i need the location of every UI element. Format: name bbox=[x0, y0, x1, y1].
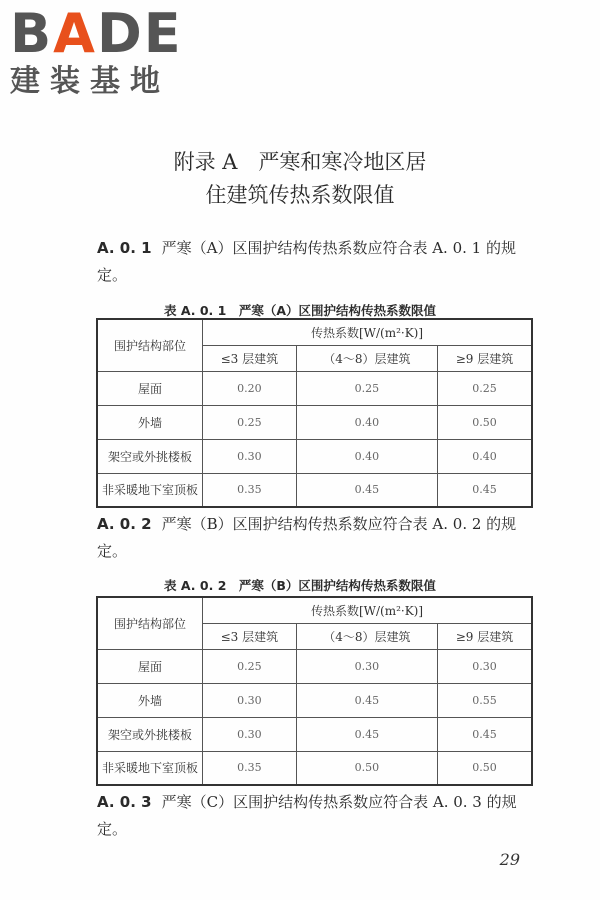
column-header: ≥9 层建筑 bbox=[438, 345, 533, 371]
appendix-title-line1: 附录 A 严寒和寒冷地区居 bbox=[173, 150, 427, 174]
table-row bbox=[97, 649, 532, 683]
section-number: A. 0. 2 bbox=[97, 515, 152, 533]
logo-subtitle: 建装基地 bbox=[10, 64, 170, 99]
brand-logo bbox=[10, 2, 183, 99]
section-a03-text bbox=[97, 789, 537, 843]
row-label: 屋面 bbox=[97, 649, 203, 683]
row-header: 围护结构部位 bbox=[97, 319, 203, 371]
table-row bbox=[97, 683, 532, 717]
group-header: 传热系数[W/(m²·K)] bbox=[203, 597, 533, 623]
table-cell: 0.40 bbox=[296, 405, 437, 439]
column-header: ≤3 层建筑 bbox=[203, 623, 297, 649]
table-cell: 0.30 bbox=[296, 649, 437, 683]
table-cell: 0.45 bbox=[438, 717, 533, 751]
table-cell: 0.45 bbox=[296, 717, 437, 751]
table-cell: 0.25 bbox=[296, 371, 437, 405]
section-number: A. 0. 3 bbox=[97, 793, 152, 811]
section-body: 严寒（C）区围护结构传热系数应符合表 A. 0. 3 的规定。 bbox=[97, 793, 517, 838]
table-cell: 0.30 bbox=[203, 439, 297, 473]
row-label: 外墙 bbox=[97, 405, 203, 439]
table-cell: 0.50 bbox=[438, 405, 533, 439]
table-cell: 0.55 bbox=[438, 683, 533, 717]
column-header: （4～8）层建筑 bbox=[296, 345, 437, 371]
table-caption: 表 A. 0. 2 严寒（B）区围护结构传热系数限值 bbox=[164, 578, 436, 593]
table-cell: 0.35 bbox=[203, 473, 297, 507]
table-cell: 0.45 bbox=[438, 473, 533, 507]
table-cell: 0.45 bbox=[296, 683, 437, 717]
table-row bbox=[97, 473, 532, 507]
coefficient-table-a01 bbox=[96, 318, 533, 508]
table-row bbox=[97, 371, 532, 405]
table-cell: 0.50 bbox=[438, 751, 533, 785]
appendix-title-line2: 住建筑传热系数限值 bbox=[205, 183, 395, 207]
row-label: 架空或外挑楼板 bbox=[97, 439, 203, 473]
coefficient-table-a02 bbox=[96, 596, 533, 786]
table-cell: 0.25 bbox=[203, 649, 297, 683]
row-label: 非采暖地下室顶板 bbox=[97, 473, 203, 507]
section-number: A. 0. 1 bbox=[97, 239, 152, 257]
row-header: 围护结构部位 bbox=[97, 597, 203, 649]
table-cell: 0.45 bbox=[296, 473, 437, 507]
table-row bbox=[97, 751, 532, 785]
row-label: 外墙 bbox=[97, 683, 203, 717]
section-body: 严寒（B）区围护结构传热系数应符合表 A. 0. 2 的规定。 bbox=[97, 515, 517, 560]
section-body: 严寒（A）区围护结构传热系数应符合表 A. 0. 1 的规定。 bbox=[97, 239, 516, 284]
table-row bbox=[97, 439, 532, 473]
table-cell: 0.40 bbox=[296, 439, 437, 473]
table-cell: 0.30 bbox=[203, 683, 297, 717]
row-label: 屋面 bbox=[97, 371, 203, 405]
page-number: 29 bbox=[499, 850, 520, 869]
appendix-title bbox=[0, 146, 600, 212]
table-cell: 0.35 bbox=[203, 751, 297, 785]
table-row bbox=[97, 717, 532, 751]
section-a02-text bbox=[97, 511, 537, 565]
column-header: （4～8）层建筑 bbox=[296, 623, 437, 649]
logo-wordmark: BADE bbox=[10, 2, 183, 65]
section-a01-text bbox=[97, 235, 537, 289]
table-cell: 0.25 bbox=[438, 371, 533, 405]
group-header: 传热系数[W/(m²·K)] bbox=[203, 319, 533, 345]
table-cell: 0.40 bbox=[438, 439, 533, 473]
row-label: 架空或外挑楼板 bbox=[97, 717, 203, 751]
row-label: 非采暖地下室顶板 bbox=[97, 751, 203, 785]
table-cell: 0.50 bbox=[296, 751, 437, 785]
table-row bbox=[97, 405, 532, 439]
column-header: ≤3 层建筑 bbox=[203, 345, 297, 371]
table-cell: 0.25 bbox=[203, 405, 297, 439]
table-cell: 0.30 bbox=[203, 717, 297, 751]
column-header: ≥9 层建筑 bbox=[438, 623, 533, 649]
table-cell: 0.20 bbox=[203, 371, 297, 405]
table-cell: 0.30 bbox=[438, 649, 533, 683]
table-caption: 表 A. 0. 1 严寒（A）区围护结构传热系数限值 bbox=[163, 303, 437, 318]
